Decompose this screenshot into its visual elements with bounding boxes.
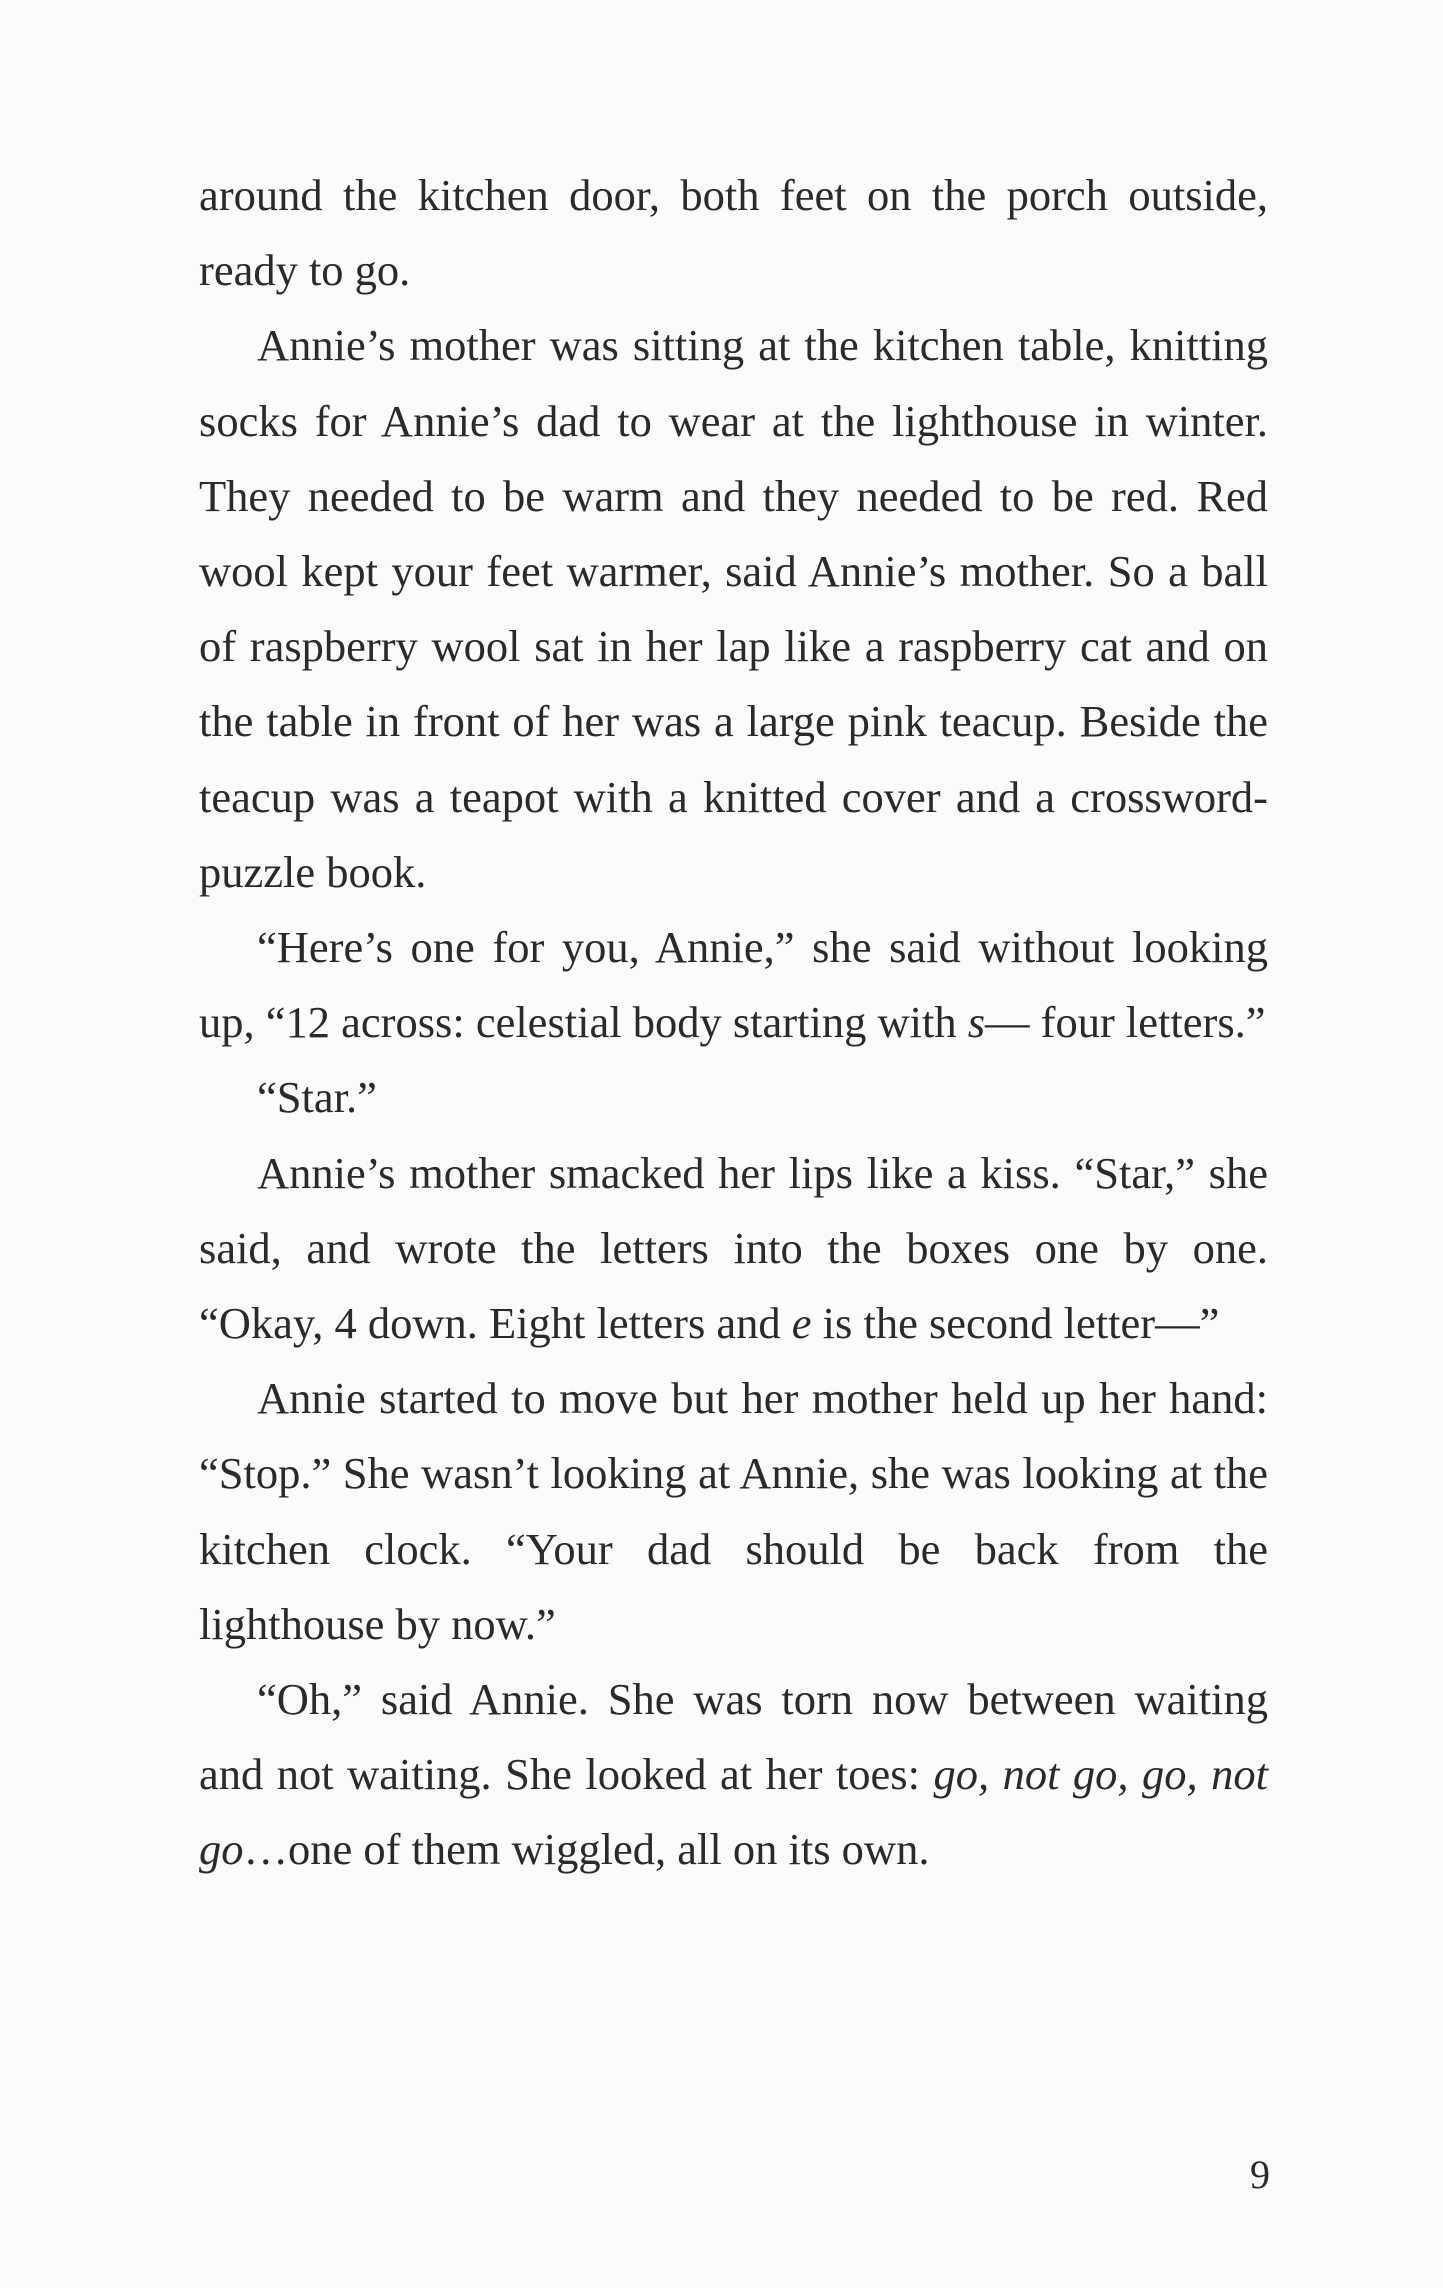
body-text	[199, 158, 1268, 1888]
paragraph-5-text-a: Annie’s mother smacked her lips like a kiss. “Star,” she said, and wrote the letters into the boxes one by one. “Okay, 4 down. Eight letters and	[199, 1147, 1268, 1349]
paragraph-1	[199, 158, 1268, 308]
paragraph-7-text-b: …one of them wiggled, all on its own.	[243, 1824, 930, 1875]
paragraph-5	[199, 1136, 1268, 1362]
paragraph-5-italic: e	[791, 1298, 812, 1349]
paragraph-3-text-a: “Here’s one for you, Annie,” she said without looking up, “12 across: celestial body starting with	[199, 922, 1268, 1048]
paragraph-3-italic: s	[967, 997, 986, 1048]
paragraph-6-text: Annie started to move but her mother held up her hand: “Stop.” She wasn’t looking at Annie, she was looking at the kitchen clock. “Your dad should be back from the lighthouse by now.”	[199, 1373, 1268, 1649]
paragraph-2	[199, 308, 1268, 910]
paragraph-3	[199, 910, 1268, 1060]
paragraph-4	[199, 1060, 1268, 1135]
paragraph-7-italic: go, not go, go, not go	[199, 1749, 1268, 1875]
paragraph-3-text-b: — four letters.”	[985, 997, 1266, 1048]
paragraph-4-text: “Star.”	[257, 1072, 377, 1123]
page-number: 9	[1250, 2152, 1270, 2197]
paragraph-2-text: Annie’s mother was sitting at the kitchen table, knitting socks for Annie’s dad to wear at the lighthouse in winter. They needed to be warm and they needed to be red. Red wool kept your feet warmer, said Annie’s mother. So a ball of raspberry wool sat in her lap like a raspberry cat and on the table in front of her was a large pink teacup. Beside the teacup was a teapot with a knitted cover and a crossword-puzzle book.	[199, 320, 1268, 897]
paragraph-7	[199, 1662, 1268, 1888]
paragraph-5-text-b: is the second letter—”	[811, 1298, 1220, 1349]
paragraph-7-text-a: “Oh,” said Annie. She was torn now between waiting and not waiting. She looked at her toes:	[199, 1674, 1268, 1800]
paragraph-1-text: around the kitchen door, both feet on the porch outside, ready to go.	[199, 170, 1268, 296]
paragraph-6	[199, 1361, 1268, 1662]
